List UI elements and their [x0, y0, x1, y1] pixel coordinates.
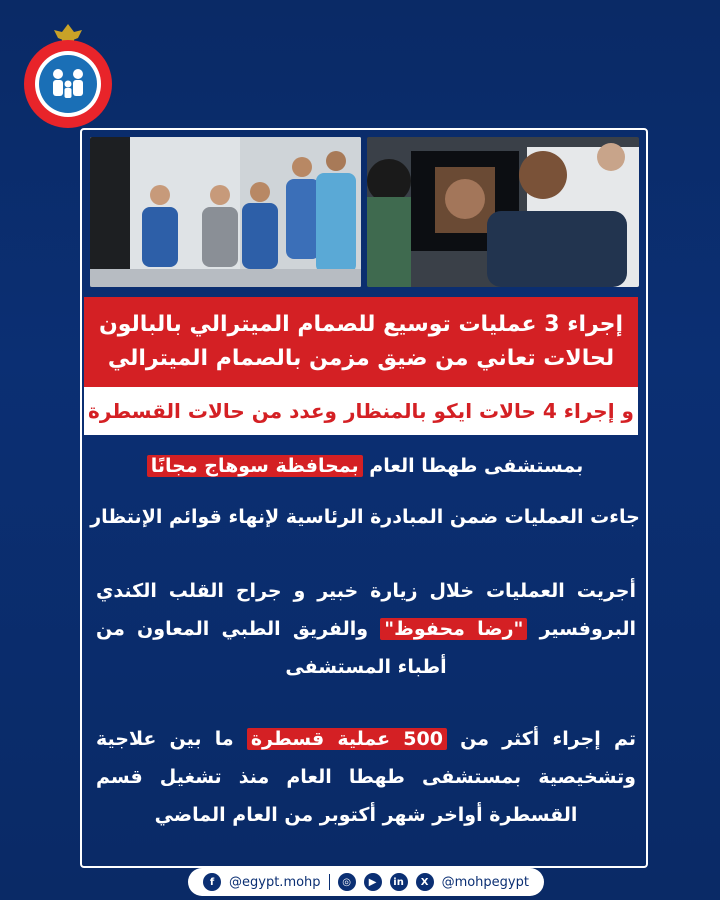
visit-part-2: والفريق الطبي المعاون من أطباء المستشفى	[96, 618, 447, 678]
visit-part-1: أجريت العمليات خلال زيارة خبير و جراح القلب الكندي البروفسير	[96, 580, 636, 640]
location-highlight: بمحافظة سوهاج مجانًا	[147, 455, 363, 477]
stats-paragraph	[96, 720, 636, 834]
youtube-icon[interactable]: ▶	[364, 873, 382, 891]
instagram-icon[interactable]: ◎	[338, 873, 356, 891]
photo-strip	[90, 137, 639, 287]
facebook-handle[interactable]: @egypt.mohp	[229, 874, 321, 890]
headline-line-2: لحالات تعاني من ضيق مزمن بالصمام الميترالي	[107, 346, 615, 371]
team-photo	[90, 137, 361, 287]
footer-divider	[329, 874, 330, 890]
headline-line-1: إجراء 3 عمليات توسيع للصمام الميترالي بالبالون	[98, 312, 624, 337]
initiative-text: جاءت العمليات ضمن المبادرة الرئاسية لإنهاء قوائم الإنتظار	[90, 506, 640, 528]
subheadline-banner	[84, 387, 638, 435]
subheadline-text: و إجراء 4 حالات ايكو بالمنظار وعدد من حالات القسطرة	[88, 399, 634, 423]
social-handle[interactable]: @mohpegypt	[441, 874, 529, 890]
location-text	[90, 447, 640, 485]
visit-paragraph	[96, 572, 636, 686]
cath-lab-photo	[367, 137, 639, 287]
facebook-icon[interactable]: f	[203, 873, 221, 891]
ministry-logo-icon	[22, 22, 114, 132]
headline-banner	[84, 297, 638, 387]
x-icon[interactable]: X	[416, 873, 434, 891]
location-prefix: بمستشفى طهطا العام	[369, 455, 584, 477]
stats-highlight: 500 عملية قسطرة	[247, 728, 447, 750]
stats-part-2: ما بين علاجية وتشخيصية بمستشفى طهطا العام منذ تشغيل قسم القسطرة أواخر شهر أكتوبر من العام الماضي	[96, 728, 636, 826]
social-footer	[188, 868, 544, 896]
stats-part-1: تم إجراء أكثر من	[460, 728, 636, 750]
surgeon-name-highlight: "رضا محفوظ"	[380, 618, 527, 640]
linkedin-icon[interactable]: in	[390, 873, 408, 891]
